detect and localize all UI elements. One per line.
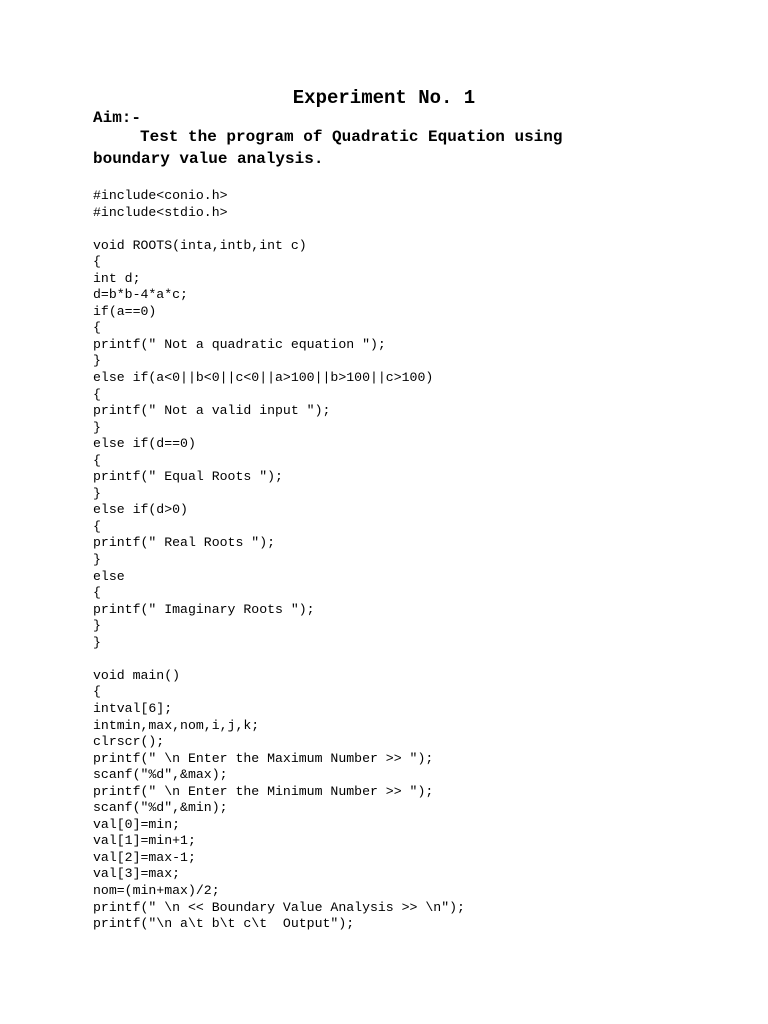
code-line: #include<conio.h> [93, 188, 228, 203]
code-line: if(a==0) [93, 303, 157, 319]
code-line: val[1]=min+1; [93, 833, 196, 849]
code-line: else if(a<0||b<0||c<0||a>100||b>100||c>100) [93, 370, 434, 386]
code-line: printf(" Equal Roots "); [93, 469, 283, 485]
code-line: { [93, 386, 101, 402]
code-line: printf(" \n Enter the Minimum Number >> "); [93, 783, 434, 799]
code-line: int d; [93, 270, 141, 286]
code-line: val[3]=max; [93, 866, 181, 882]
aim-text [93, 126, 653, 170]
code-line: } [93, 419, 101, 435]
aim-text-line: boundary value analysis. [93, 150, 324, 168]
code-line: printf(" Real Roots "); [93, 535, 276, 551]
code-line: } [93, 618, 101, 634]
code-line: printf(" Not a quadratic equation "); [93, 336, 386, 352]
code-line: } [93, 634, 101, 650]
code-line: printf("\n a\t b\t c\t Output"); [93, 916, 355, 932]
code-line: scanf("%d",&max); [93, 767, 228, 783]
code-line: scanf("%d",&min); [93, 800, 228, 816]
code-line: { [93, 452, 101, 468]
code-line: } [93, 353, 101, 369]
code-line: { [93, 585, 101, 601]
code-line: else [93, 568, 125, 584]
aim-label: Aim:- [93, 109, 142, 127]
code-line: else if(d==0) [93, 436, 196, 452]
code-line: { [93, 320, 101, 336]
code-line: intmin,max,nom,i,j,k; [93, 717, 260, 733]
document-title: Experiment No. 1 [292, 87, 476, 109]
code-line: printf(" \n Enter the Maximum Number >> "); [93, 750, 434, 766]
code-line: val[2]=max-1; [93, 849, 196, 865]
code-line [93, 221, 693, 238]
code-line: d=b*b-4*a*c; [93, 287, 188, 303]
code-line: void ROOTS(inta,intb,int c) [93, 237, 307, 253]
aim-text-line: Test the program of Quadratic Equation using [140, 128, 563, 146]
code-line: printf(" \n << Boundary Value Analysis >> \n"); [93, 899, 465, 915]
code-line: nom=(min+max)/2; [93, 882, 220, 898]
code-line: printf(" Imaginary Roots "); [93, 601, 315, 617]
code-line: } [93, 552, 101, 568]
code-line: intval[6]; [93, 700, 173, 716]
code-line: } [93, 485, 101, 501]
code-line [93, 651, 693, 668]
code-line: #include<stdio.h> [93, 204, 228, 220]
code-line: val[0]=min; [93, 816, 181, 832]
code-line: void main() [93, 667, 181, 683]
code-line: { [93, 684, 101, 700]
code-line: else if(d>0) [93, 502, 188, 518]
code-line: { [93, 518, 101, 534]
code-line: clrscr(); [93, 734, 165, 750]
code-line: { [93, 254, 101, 270]
code-line: printf(" Not a valid input "); [93, 403, 331, 419]
code-listing [93, 188, 693, 933]
